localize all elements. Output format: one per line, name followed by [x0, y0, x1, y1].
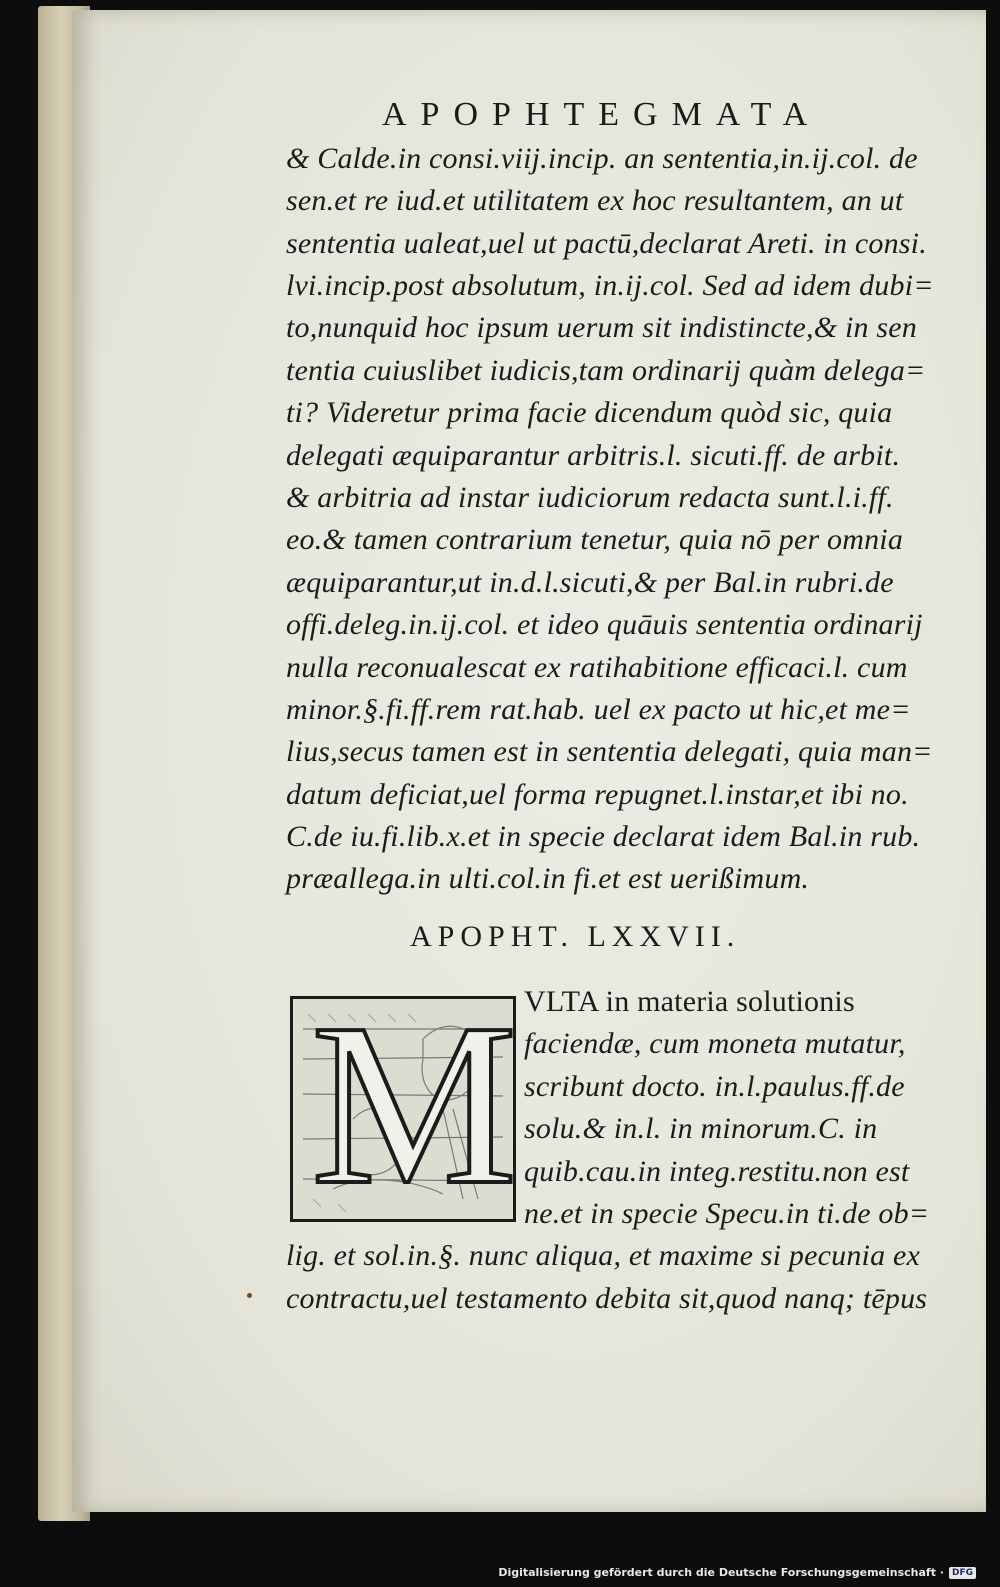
running-head: APOPHTEGMATA — [382, 96, 822, 133]
text-line: quib.cau.in integ.restitu.non est — [524, 1155, 910, 1188]
text-line: nulla reconualescat ex ratihabitione efficaci.l. cum — [286, 651, 908, 684]
text-line — [524, 985, 855, 1019]
initial-letter: M — [311, 976, 518, 1233]
text-line: præallega.in ulti.col.in fi.et est uerißimum. — [286, 862, 810, 895]
text-line: eo.& tamen contrarium tenetur, quia nō per omnia — [286, 523, 904, 556]
text-line: offi.deleg.in.ij.col. et ideo quāuis sententia ordinarij — [286, 608, 923, 641]
text-line: C.de iu.fi.lib.x.et in specie declarat idem Bal.in rub. — [286, 820, 921, 853]
decorated-initial — [290, 976, 518, 1233]
text-line: solu.& in.l. in minorum.C. in — [524, 1112, 878, 1145]
text-line: delegati æquiparantur arbitris.l. sicuti.ff. de arbit. — [286, 439, 901, 472]
text-line: ti? Videretur prima facie dicendum quòd sic, quia — [286, 396, 893, 429]
text-line: minor.§.fi.ff.rem rat.hab. uel ex pacto ut hic,et me= — [286, 693, 911, 726]
text-span: VLTA in materia solutionis — [524, 985, 855, 1018]
ink-spot — [247, 1293, 252, 1298]
text-line: lius,secus tamen est in sententia delegati, quia man= — [286, 735, 933, 768]
text-line: to,nunquid hoc ipsum uerum sit indistincte,& in sen — [286, 311, 918, 344]
text-line: tentia cuiuslibet iudicis,tam ordinarij quàm delega= — [286, 354, 926, 387]
dfg-logo: DFG — [949, 1567, 976, 1579]
text-line: & arbitria ad instar iudiciorum redacta sunt.l.i.ff. — [286, 481, 894, 514]
section-heading: APOPHT. LXXVII. — [410, 920, 741, 953]
text-line: & Calde.in consi.viij.incip. an sententia,in.ij.col. de — [286, 142, 918, 175]
text-line: sen.et re iud.et utilitatem ex hoc resultantem, an ut — [286, 184, 904, 217]
text-line: lig. et sol.in.§. nunc aliqua, et maxime si pecunia ex — [286, 1239, 921, 1272]
text-line: datum deficiat,uel forma repugnet.l.instar,et ibi no. — [286, 778, 909, 811]
text-line: ne.et in specie Specu.in ti.de ob= — [524, 1197, 930, 1230]
text-line: scribunt docto. in.l.paulus.ff.de — [524, 1070, 905, 1103]
footer-text: Digitalisierung gefördert durch die Deutsche Forschungsgemeinschaft · — [498, 1566, 944, 1579]
text-line: sententia ualeat,uel ut pactū,declarat Areti. in consi. — [286, 227, 927, 260]
text-line: contractu,uel testamento debita sit,quod nanq; tēpus — [286, 1282, 928, 1315]
text-line: faciendæ, cum moneta mutatur, — [524, 1027, 906, 1060]
text-line: æquiparantur,ut in.d.l.sicuti,& per Bal.in rubri.de — [286, 566, 894, 599]
text-line: lvi.incip.post absolutum, in.ij.col. Sed ad idem dubi= — [286, 269, 934, 302]
footer-credit — [498, 1566, 976, 1579]
